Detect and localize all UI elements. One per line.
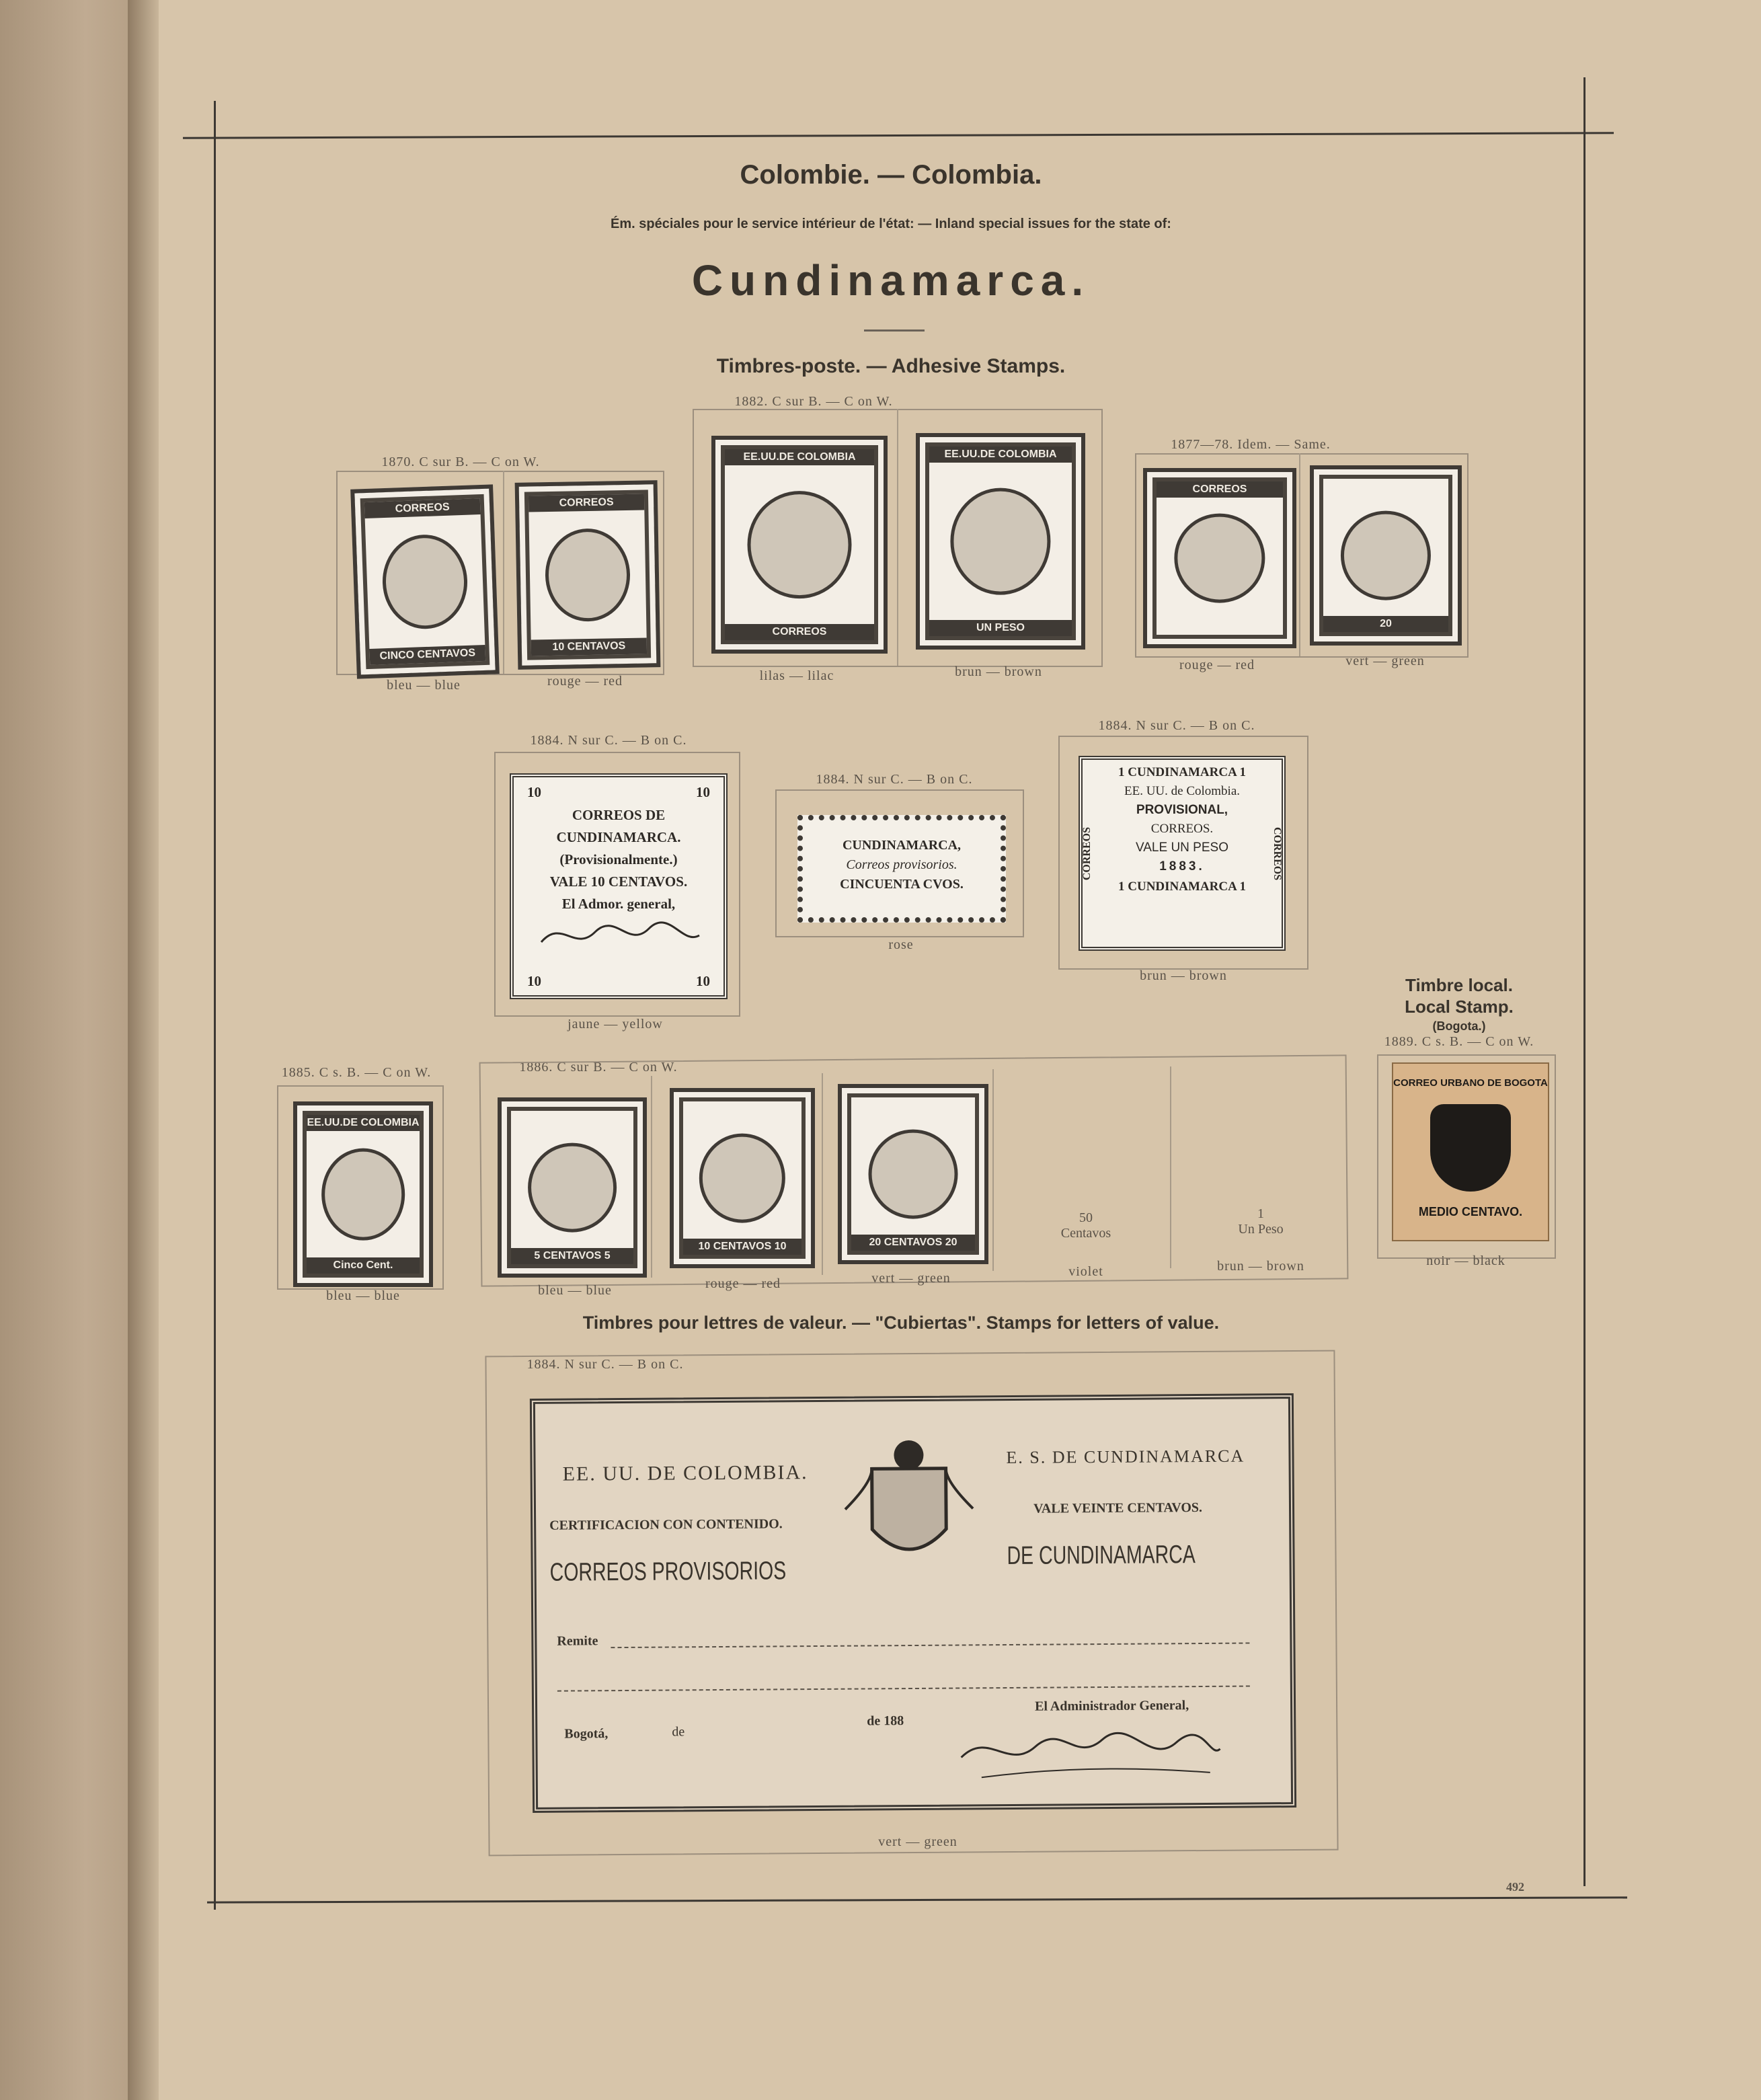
stamp-1870-10c xyxy=(515,480,661,670)
stamp-text: EE.UU.DE COLOMBIA xyxy=(725,449,874,465)
color-label: rouge — red xyxy=(1179,658,1255,672)
coat-of-arms-icon xyxy=(528,1143,617,1233)
coat-of-arms-icon xyxy=(699,1134,785,1223)
color-label: jaune — yellow xyxy=(568,1017,663,1032)
remite-label: Remite xyxy=(557,1633,598,1649)
cubierta-text: EE. UU. DE COLOMBIA. xyxy=(562,1461,808,1485)
color-label: brun — brown xyxy=(1140,968,1227,983)
slot-unit: Un Peso xyxy=(1238,1222,1284,1237)
corner-value: 10 xyxy=(527,784,541,800)
cubierta-text: E. S. DE CUNDINAMARCA xyxy=(1006,1446,1245,1468)
color-label: bleu — blue xyxy=(326,1288,400,1303)
stamp-text: EE.UU.DE COLOMBIA xyxy=(929,446,1072,463)
color-label: rose xyxy=(888,937,914,952)
cubierta-text: CORREOS PROVISORIOS xyxy=(549,1557,787,1587)
color-label: bleu — blue xyxy=(538,1283,612,1298)
stamp-1882-50c xyxy=(711,436,888,654)
address-line xyxy=(557,1686,1250,1692)
stamp-1886-5c xyxy=(498,1097,647,1278)
frame-divider xyxy=(651,1076,652,1278)
stamp-line: CORREOS DE xyxy=(572,807,666,823)
stamp-line: CUNDINAMARCA. xyxy=(556,829,681,845)
color-label: brun — brown xyxy=(955,664,1042,679)
slot-unit: Centavos xyxy=(1060,1226,1111,1241)
cubierta-envelope xyxy=(530,1393,1296,1813)
stamp-value: MEDIO CENTAVO. xyxy=(1418,1205,1523,1218)
stamp-1884-50c xyxy=(797,815,1006,923)
frame-divider xyxy=(503,471,504,674)
address-line xyxy=(611,1643,1249,1649)
book-gutter xyxy=(128,0,159,2100)
stamp-text: 10 CENTAVOS 10 xyxy=(683,1239,801,1255)
stamp-text: EE.UU.DE COLOMBIA xyxy=(307,1115,420,1131)
stamp-1877-green xyxy=(1310,465,1462,646)
color-label: rouge — red xyxy=(547,674,623,689)
stamp-text: CORREOS xyxy=(1157,481,1283,498)
empty-slot-50c xyxy=(1009,1210,1163,1241)
border-left xyxy=(214,101,216,1910)
frame-divider xyxy=(822,1073,823,1275)
stamp-1884-1peso xyxy=(1079,756,1286,951)
stamp-text: CORREOS xyxy=(364,498,481,518)
coat-of-arms-icon xyxy=(1174,514,1265,603)
coat-of-arms-icon xyxy=(321,1149,405,1241)
stamp-text: UN PESO xyxy=(929,620,1072,636)
stamp-text: CORREO URBANO DE BOGOTA xyxy=(1393,1077,1548,1089)
color-label: brun — brown xyxy=(1217,1259,1304,1274)
issue-1889-label: 1889. C s. B. — C on W. xyxy=(1384,1034,1534,1049)
stamp-line: EE. UU. de Colombia. xyxy=(1124,784,1241,798)
country-title: Colombie. — Colombia. xyxy=(740,160,1042,190)
coat-of-arms-icon xyxy=(545,528,631,622)
ornament-divider xyxy=(864,329,925,332)
stamp-line: PROVISIONAL, xyxy=(1136,803,1228,817)
frame-divider xyxy=(992,1069,994,1271)
stamp-1882-1peso xyxy=(916,433,1085,650)
admin-label: El Administrador General, xyxy=(1035,1698,1189,1714)
issue-cubierta-label: 1884. N sur C. — B on C. xyxy=(526,1357,684,1372)
issue-1877-label: 1877—78. Idem. — Same. xyxy=(1171,437,1331,452)
slot-value: 1 xyxy=(1257,1206,1264,1221)
color-label: vert — green xyxy=(1345,654,1425,668)
border-right xyxy=(1583,77,1586,1886)
issue-1884c-label: 1884. N sur C. — B on C. xyxy=(1098,718,1255,733)
cubierta-text: DE CUNDINAMARCA xyxy=(1007,1541,1196,1571)
issue-1884b-label: 1884. N sur C. — B on C. xyxy=(816,772,973,787)
stamp-1884-10c xyxy=(510,773,728,999)
side-text: CORREOS xyxy=(1081,827,1093,881)
frame-divider xyxy=(1170,1066,1171,1268)
side-text: CORREOS xyxy=(1271,827,1283,881)
issue-1870-label: 1870. C sur B. — C on W. xyxy=(381,455,540,469)
stamp-line: El Admor. general, xyxy=(561,896,676,912)
coat-of-arms-icon xyxy=(381,533,469,630)
corner-value: 10 xyxy=(696,973,710,989)
coat-of-arms-icon xyxy=(1341,511,1431,600)
section-cubiertas: Timbres pour lettres de valeur. — "Cubiertas". Stamps for letters of value. xyxy=(582,1313,1220,1333)
de-label: de xyxy=(672,1724,685,1740)
stamp-line: CORREOS. xyxy=(1150,822,1214,836)
local-city: (Bogota.) xyxy=(1432,1019,1486,1033)
bogota-label: Bogotá, xyxy=(564,1726,609,1742)
issue-1886-label: 1886. C sur B. — C on W. xyxy=(519,1060,678,1075)
stamp-line: (Provisionalmente.) xyxy=(559,851,678,867)
color-label: vert — green xyxy=(871,1271,951,1286)
local-title-en: Local Stamp. xyxy=(1405,997,1514,1017)
cubierta-text: CERTIFICACION CON CONTENIDO. xyxy=(549,1516,783,1533)
cubierta-text: VALE VEINTE CENTAVOS. xyxy=(1033,1500,1203,1516)
stamp-text: 20 CENTAVOS 20 xyxy=(851,1235,975,1251)
coat-of-arms-icon xyxy=(748,491,852,598)
stamp-text: Cinco Cent. xyxy=(307,1257,420,1274)
stamp-text: 10 CENTAVOS xyxy=(531,637,647,656)
stamp-text: CORREOS xyxy=(725,624,874,640)
color-label: violet xyxy=(1068,1264,1103,1279)
color-label: rouge — red xyxy=(705,1276,781,1291)
stamp-1877-red xyxy=(1143,468,1296,648)
stamp-1889-bogota xyxy=(1392,1062,1549,1241)
stamp-line: CUNDINAMARCA, xyxy=(842,838,962,853)
issue-1885-label: 1885. C s. B. — C on W. xyxy=(281,1065,432,1080)
slot-value: 50 xyxy=(1079,1210,1093,1225)
eagle-shield-icon xyxy=(1430,1104,1511,1192)
stamp-1886-10c xyxy=(670,1088,815,1268)
facing-page xyxy=(0,0,143,2100)
stamp-text: 20 xyxy=(1323,616,1448,632)
issue-1882-label: 1882. C sur B. — C on W. xyxy=(734,394,893,409)
stamp-line: VALE UN PESO xyxy=(1136,841,1228,855)
section-adhesive: Timbres-poste. — Adhesive Stamps. xyxy=(716,355,1066,377)
stamp-line: CINCUENTA CVOS. xyxy=(840,877,964,892)
corner-value: 10 xyxy=(527,973,541,989)
stamp-line: VALE 10 CENTAVOS. xyxy=(549,873,688,890)
signature-icon xyxy=(535,915,703,956)
color-label: noir — black xyxy=(1426,1253,1505,1268)
state-title: Cundinamarca. xyxy=(691,256,1091,305)
coat-of-arms-icon xyxy=(831,1428,987,1584)
stamp-text: CINCO CENTAVOS xyxy=(369,645,485,665)
coat-of-arms-icon xyxy=(869,1130,958,1219)
page-number: 492 xyxy=(1506,1880,1524,1894)
corner-value: 10 xyxy=(696,784,710,800)
stamp-line: Correos provisorios. xyxy=(846,857,957,872)
stamp-text: 5 CENTAVOS 5 xyxy=(511,1248,633,1264)
stamp-text: CORREOS xyxy=(529,494,644,512)
date-label: de 188 xyxy=(867,1713,904,1729)
stamp-line: 1 CUNDINAMARCA 1 xyxy=(1118,765,1246,779)
local-title: Timbre local. xyxy=(1405,975,1513,995)
frame-divider xyxy=(897,409,898,666)
stamp-line: 1 CUNDINAMARCA 1 xyxy=(1118,880,1246,894)
stamp-1885-5c xyxy=(293,1101,433,1287)
issue-1884a-label: 1884. N sur C. — B on C. xyxy=(530,733,687,748)
stamp-1870-5c xyxy=(350,484,500,678)
color-label: lilas — lilac xyxy=(759,668,834,683)
color-label: vert — green xyxy=(878,1834,957,1849)
empty-slot-1peso xyxy=(1183,1206,1338,1237)
subtitle: Ém. spéciales pour le service intérieur de l'état: — Inland special issues for the state of: xyxy=(611,217,1171,231)
signature-icon xyxy=(954,1722,1224,1785)
color-label: bleu — blue xyxy=(387,678,461,693)
stamp-line: 1883. xyxy=(1159,859,1205,873)
coat-of-arms-icon xyxy=(950,488,1050,595)
frame-divider xyxy=(1299,453,1300,656)
stamp-1886-20c xyxy=(838,1084,988,1264)
